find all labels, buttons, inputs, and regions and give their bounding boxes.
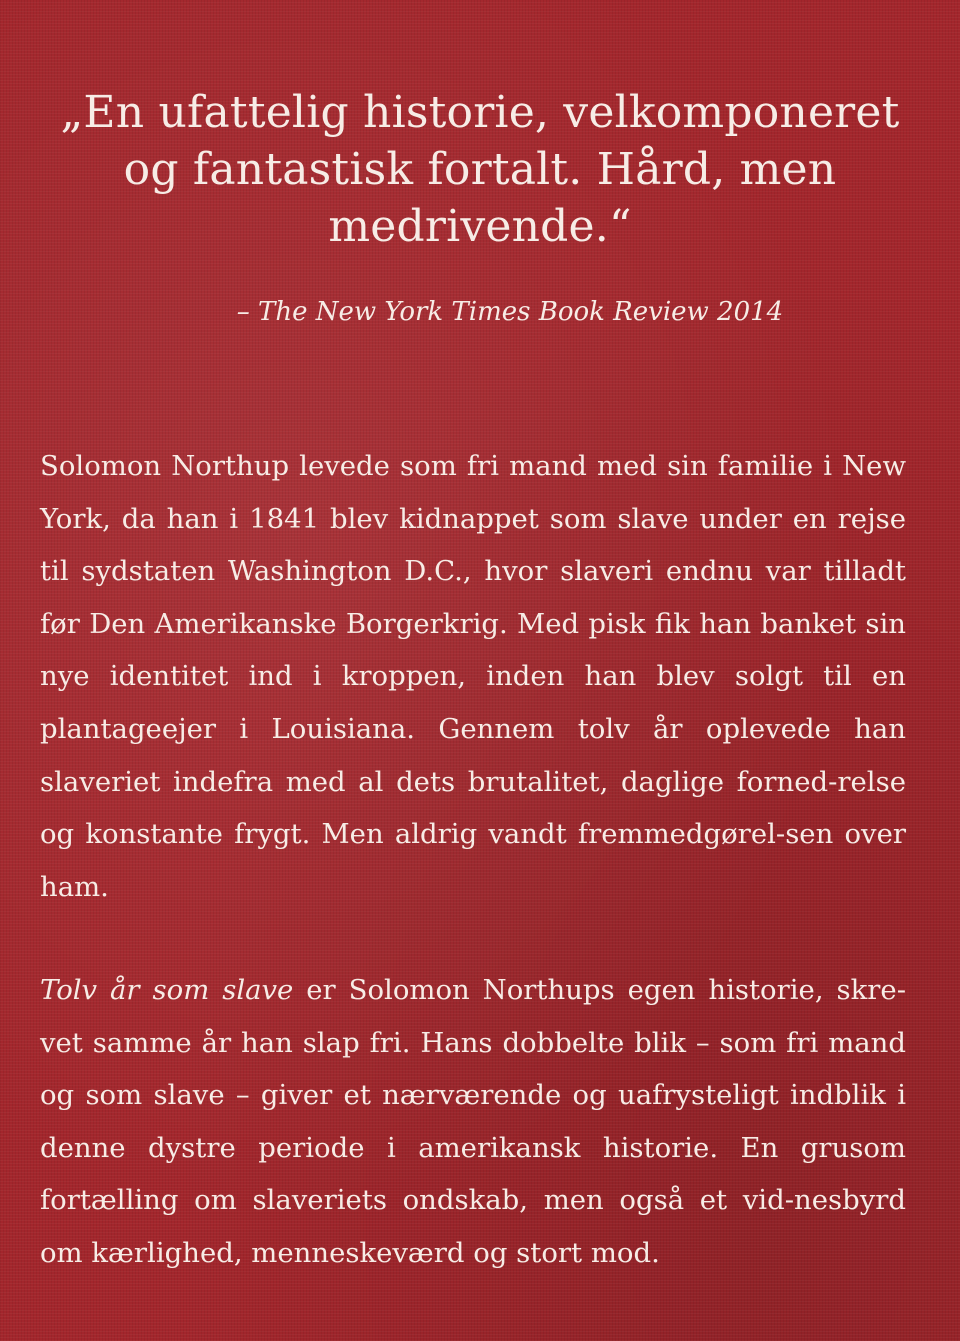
review-quote: „En ufattelig historie, velkomponeret og fantastisk fortalt. Hård, men medrivende.“ (60, 87, 900, 252)
description-paragraph-1: Solomon Northup levede som fri mand med sin familie i New York, da han i 1841 blev kidnappet som slave under en rejse til sydstaten Washington D.C., hvor slaveri endnu var tilladt før Den Amerikanske Borgerkrig. Med pisk fik han banket sin nye identitet ind i kroppen, inden han blev solgt til en plantageejer i Louisiana. Gennem tolv år oplevede han slaveriet indefra med al dets brutalitet, daglige forned-relse og konstante frygt. Men aldrig vandt fremmedgørel-sen over ham. (40, 450, 906, 903)
description-paragraph-2-text: er Solomon Northups egen historie, skre-vet samme år han slap fri. Hans dobbelte blik – som fri mand og som slave – giver et nærværende og uafrysteligt indblik i denne dystre periode i amerikansk historie. En grusom fortælling om slaveriets ondskab, men også et vid-nesbyrd om kærlighed, menneskeværd og stort mod. (40, 974, 906, 1269)
review-attribution: – The New York Times Book Review 2014 (236, 297, 784, 327)
book-title: Tolv år som slave (40, 974, 294, 1006)
description-paragraph-2 (40, 964, 906, 1280)
